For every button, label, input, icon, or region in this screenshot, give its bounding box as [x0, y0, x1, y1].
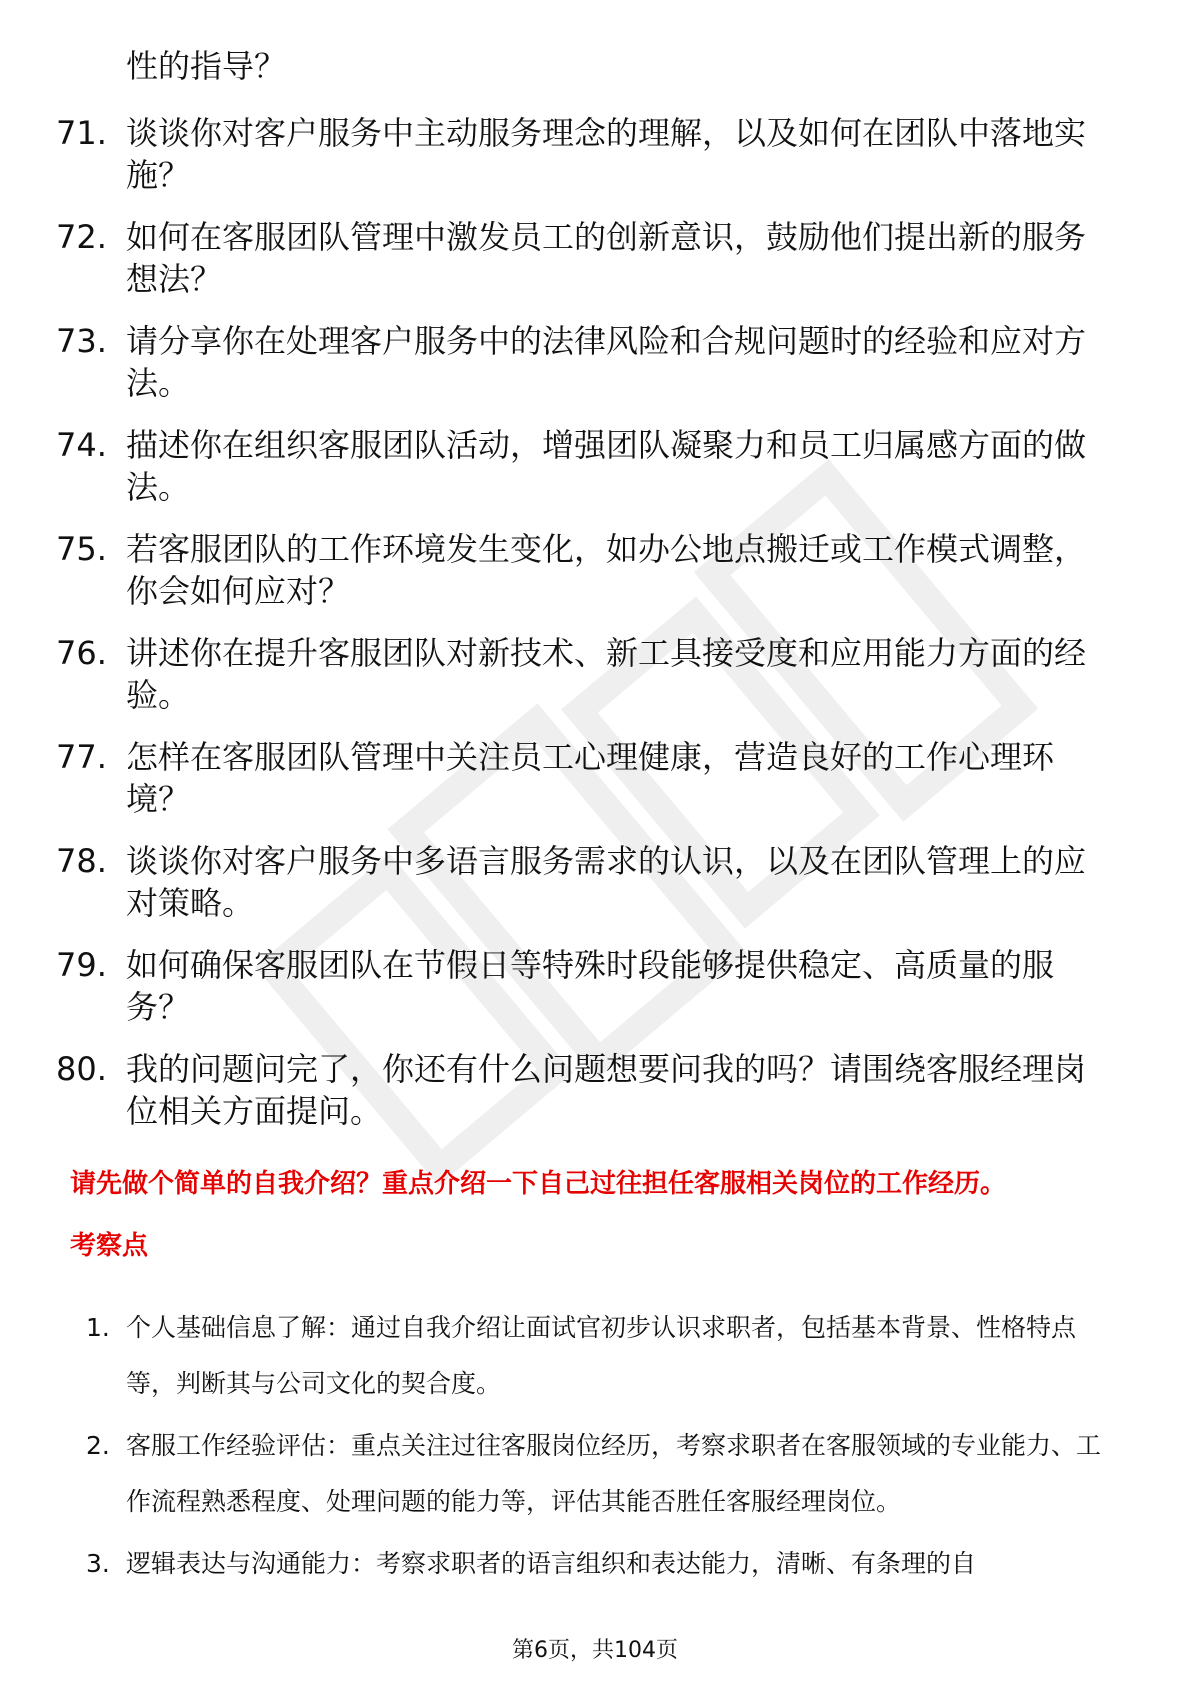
point-number: 3. — [86, 1549, 110, 1578]
question-number: 78. — [56, 842, 107, 880]
question-number: 71. — [56, 114, 107, 152]
question-text: 若客服团队的工作环境发生变化，如办公地点搬迁或工作模式调整，你会如何应对？ — [126, 530, 1087, 610]
point-text: 客服工作经验评估：重点关注过往客服岗位经历，考察求职者在客服领域的专业能力、工作流程熟悉程度、处理问题的能力等，评估其能否胜任客服经理岗位。 — [126, 1431, 1102, 1516]
question-item — [0, 632, 1190, 736]
point-text: 个人基础信息了解：通过自我介绍让面试官初步认识求职者，包括基本背景、性格特点等，判断其与公司文化的契合度。 — [126, 1313, 1077, 1398]
question-text: 如何在客服团队管理中激发员工的创新意识，鼓励他们提出新的服务想法？ — [126, 218, 1087, 298]
question-text: 谈谈你对客户服务中多语言服务需求的认识，以及在团队管理上的应对策略。 — [126, 842, 1087, 922]
page-footer: 第6页，共104页 — [512, 1638, 678, 1663]
question-item — [0, 320, 1190, 424]
question-item — [0, 424, 1190, 528]
point-text: 逻辑表达与沟通能力：考察求职者的语言组织和表达能力，清晰、有条理的自 — [126, 1549, 977, 1578]
question-text: 谈谈你对客户服务中主动服务理念的理解，以及如何在团队中落地实施？ — [126, 114, 1087, 194]
point-number: 2. — [86, 1431, 110, 1460]
question-text: 描述你在组织客服团队活动，增强团队凝聚力和员工归属感方面的做法。 — [126, 426, 1087, 506]
point-number: 1. — [86, 1313, 110, 1342]
section-heading: 请先做个简单的自我介绍？重点介绍一下自己过往担任客服相关岗位的工作经历。 — [70, 1169, 1007, 1199]
assessment-point — [0, 1300, 1190, 1412]
question-item — [0, 1048, 1190, 1152]
question-text: 我的问题问完了，你还有什么问题想要问我的吗？请围绕客服经理岗位相关方面提问。 — [126, 1050, 1087, 1130]
question-number: 80. — [56, 1050, 107, 1088]
question-number: 77. — [56, 738, 107, 776]
question-text: 如何确保客服团队在节假日等特殊时段能够提供稳定、高质量的服务？ — [126, 946, 1055, 1026]
assessment-points-list — [0, 1300, 1190, 1592]
question-item — [0, 944, 1190, 1048]
assessment-point — [0, 1418, 1190, 1530]
continuation-text: 性的指导？ — [126, 47, 287, 85]
assessment-point — [0, 1536, 1190, 1592]
question-number: 75. — [56, 530, 107, 568]
question-number: 72. — [56, 218, 107, 256]
question-number: 76. — [56, 634, 107, 672]
question-item — [0, 528, 1190, 632]
question-item — [0, 112, 1190, 216]
question-list — [0, 112, 1190, 1152]
question-item — [0, 216, 1190, 320]
question-text: 请分享你在处理客户服务中的法律风险和合规问题时的经验和应对方法。 — [126, 322, 1087, 402]
section-subheading: 考察点 — [70, 1231, 149, 1261]
question-item — [0, 736, 1190, 840]
question-number: 73. — [56, 322, 107, 360]
question-number: 74. — [56, 426, 107, 464]
question-text: 讲述你在提升客服团队对新技术、新工具接受度和应用能力方面的经验。 — [126, 634, 1087, 714]
question-number: 79. — [56, 946, 107, 984]
question-text: 怎样在客服团队管理中关注员工心理健康，营造良好的工作心理环境？ — [126, 738, 1055, 818]
question-item — [0, 840, 1190, 944]
